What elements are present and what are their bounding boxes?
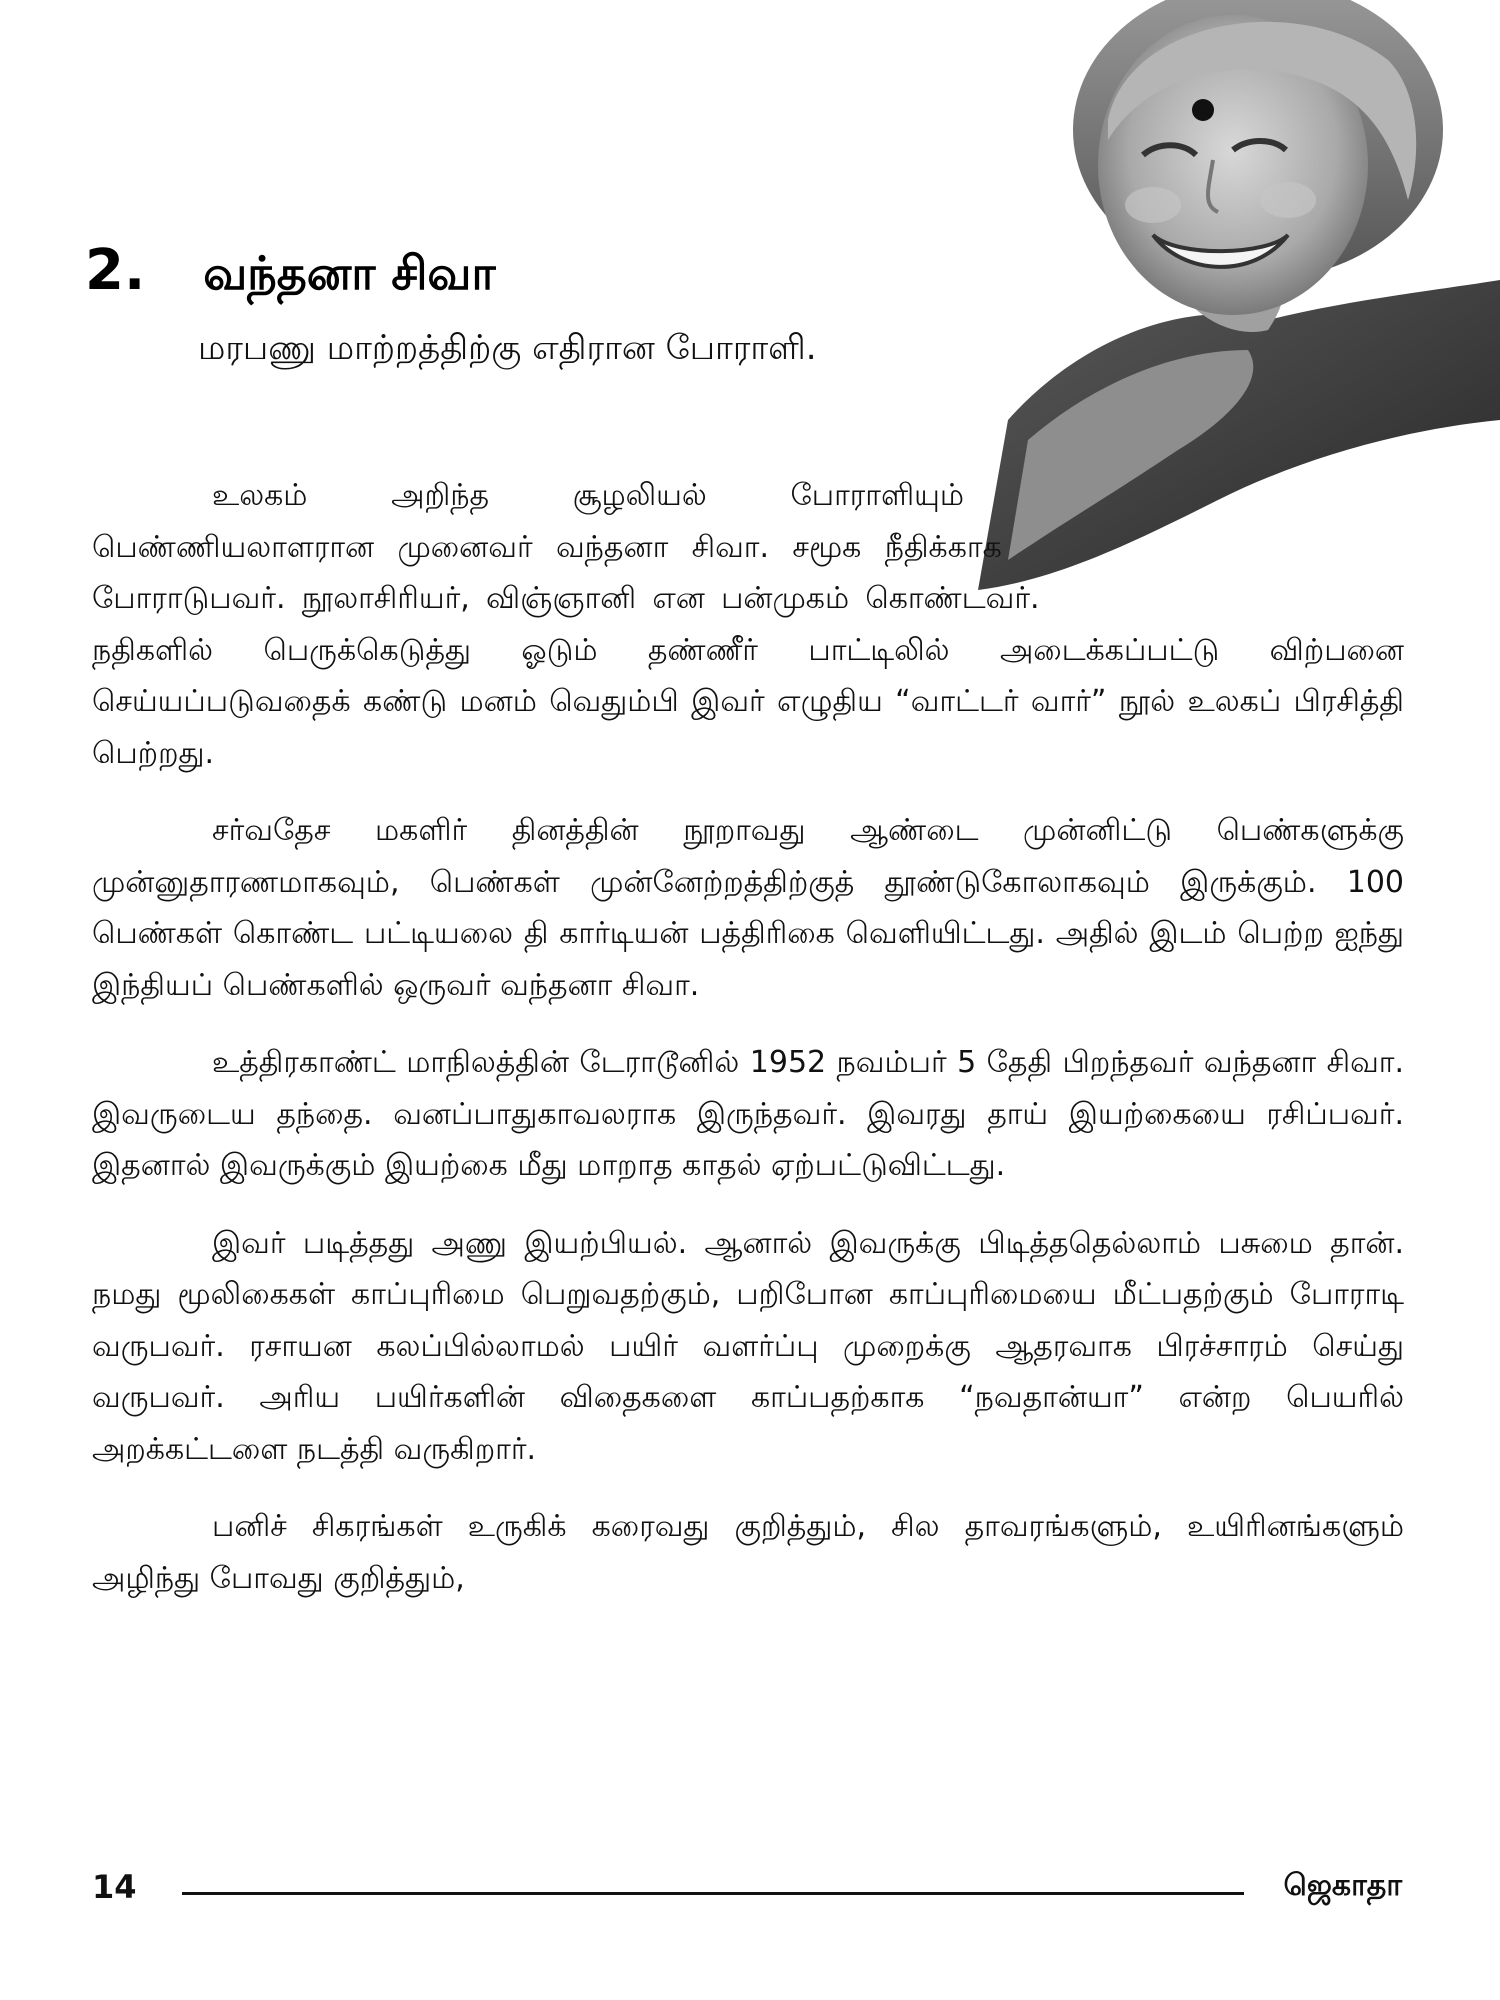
paragraph: பனிச் சிகரங்கள் உருகிக் கரைவது குறித்தும், சில தாவரங்களும், உயிரினங்களும் அழிந்து போவது குறித்தும், xyxy=(92,1509,1404,1596)
footer-author: ஜெகாதா xyxy=(1283,1867,1402,1903)
paragraph: சர்வதேச மகளிர் தினத்தின் நூறாவது ஆண்டை முன்னிட்டு பெண்களுக்கு முன்னுதாரணமாகவும், பெண்கள் முன்னேற்றத்திற்குத் தூண்டுகோலாகவும் இருக்கும். 100 பெண்கள் கொண்ட பட்டியலை தி கார்டியன் பத்திரிகை வெளியிட்டது. அதில் இடம் பெற்ற ஐந்து இந்தியப் பெண்களில் ஒருவர் வந்தனா சிவா. xyxy=(92,813,1404,1003)
chapter-heading xyxy=(85,238,496,307)
page-footer xyxy=(92,1862,1412,1912)
body-text xyxy=(92,470,1404,1630)
photo-wrap-space xyxy=(964,470,1404,590)
chapter-title: வந்தனா சிவா xyxy=(203,246,496,300)
paragraph: உலகம் அறிந்த சூழலியல் போராளியும் பெண்ணியலாளரான முனைவர் வந்தனா சிவா. சமூக நீதிக்காக போராடுபவர். நூலாசிரியர், விஞ்ஞானி என பன்முகம் கொண்டவர். நதிகளில் பெருக்கெடுத்து ஓடும் தண்ணீர் பாட்டிலில் அடைக்கப்பட்டு விற்பனை செய்யப்படுவதைக் கண்டு மனம் வெதும்பி இவர் எழுதிய “வாட்டர் வார்” நூல் உலகப் பிரசித்தி பெற்றது. xyxy=(92,478,1405,771)
footer-rule xyxy=(182,1892,1244,1895)
chapter-number: 2. xyxy=(85,238,146,303)
paragraph: உத்திரகாண்ட் மாநிலத்தின் டேராடூனில் 1952 நவம்பர் 5 தேதி பிறந்தவர் வந்தனா சிவா. இவருடைய தந்தை. வனப்பாதுகாவலராக இருந்தவர். இவரது தாய் இயற்கையை ரசிப்பவர். இதனால் இவருக்கும் இயற்கை மீது மாறாத காதல் ஏற்பட்டுவிட்டது. xyxy=(92,1045,1404,1183)
page-number: 14 xyxy=(92,1868,137,1906)
chapter-subtitle: மரபணு மாற்றத்திற்கு எதிரான போராளி. xyxy=(198,328,817,368)
paragraph: இவர் படித்தது அணு இயற்பியல். ஆனால் இவருக்கு பிடித்ததெல்லாம் பசுமை தான். நமது மூலிகைகள் காப்புரிமை பெறுவதற்கும், பறிபோன காப்புரிமையை மீட்பதற்கும் போராடி வருபவர். ரசாயன கலப்பில்லாமல் பயிர் வளர்ப்பு முறைக்கு ஆதரவாக பிரச்சாரம் செய்து வருபவர். அரிய பயிர்களின் விதைகளை காப்பதற்காக “நவதான்யா” என்ற பெயரில் அறக்கட்டளை நடத்தி வருகிறார். xyxy=(92,1225,1404,1467)
